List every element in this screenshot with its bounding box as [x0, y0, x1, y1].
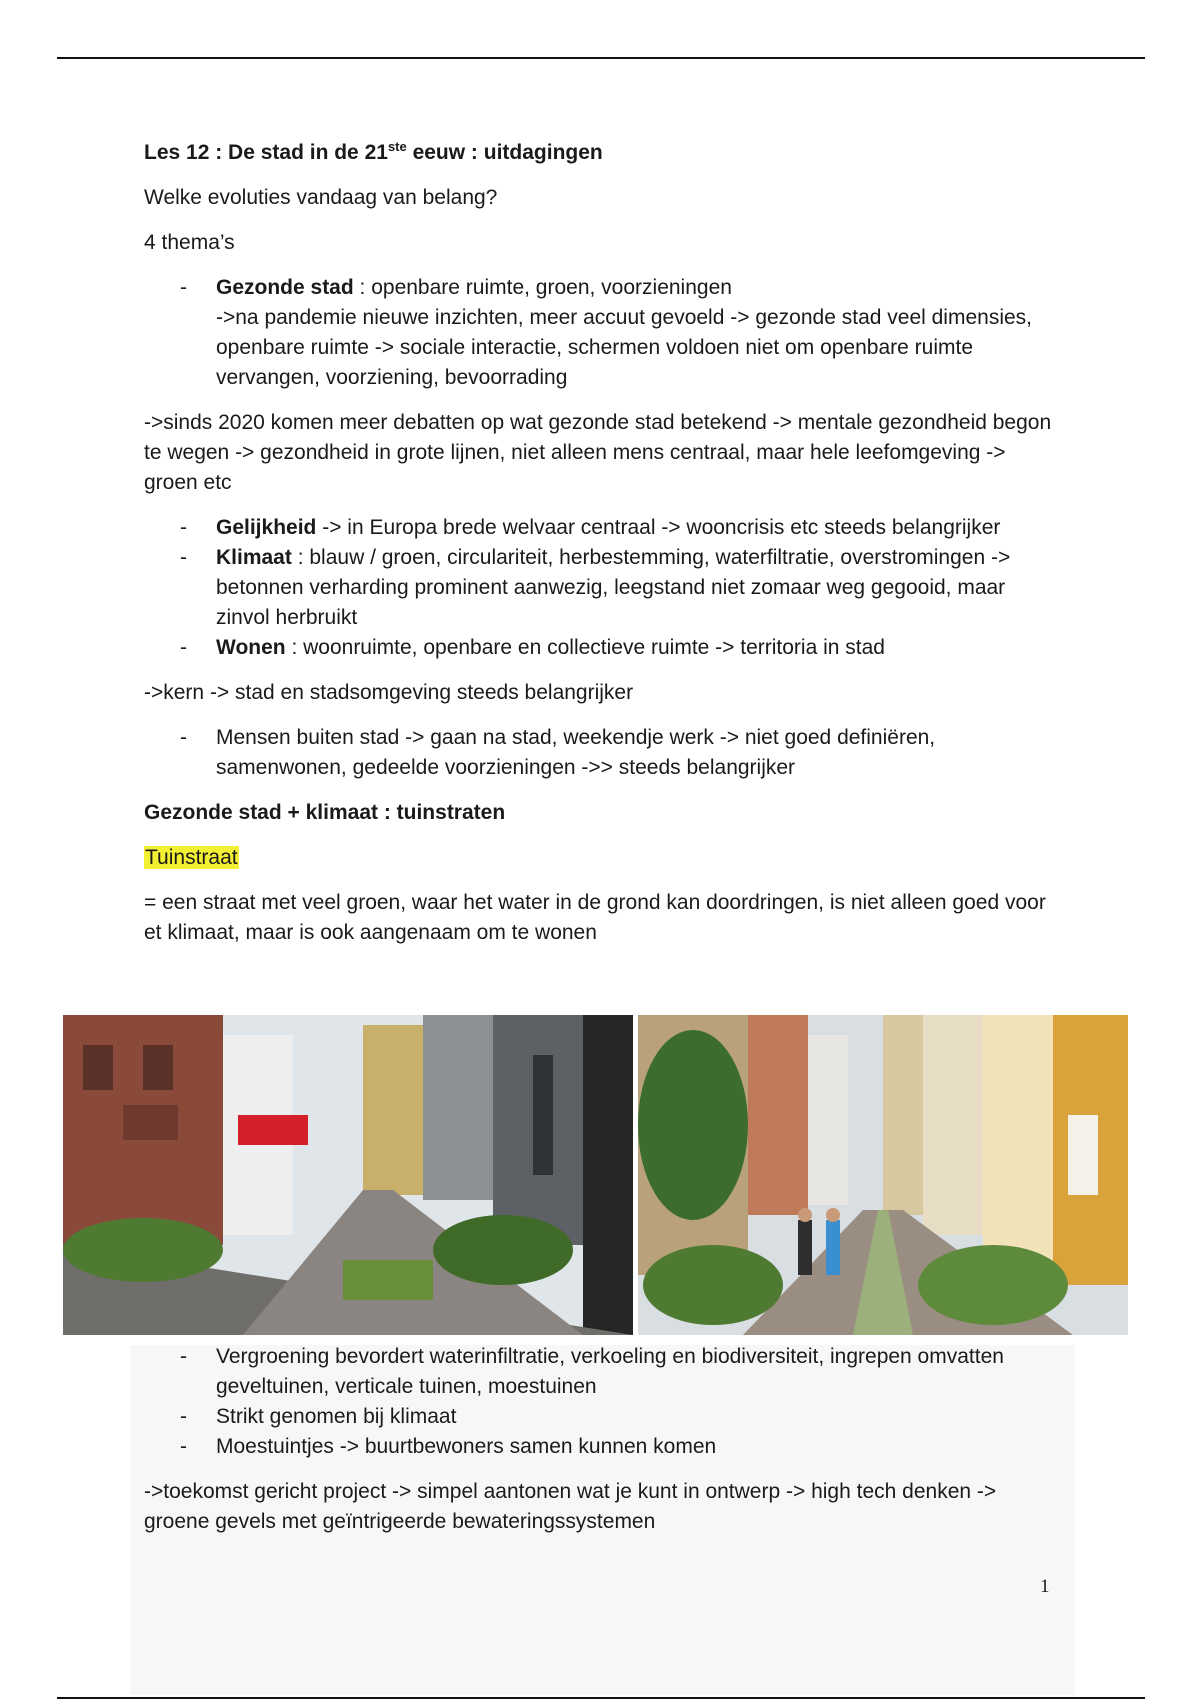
bottom-rule	[57, 1697, 1145, 1699]
section-heading: Gezonde stad + klimaat : tuinstraten	[144, 801, 506, 824]
list-item: - Vergroening bevordert waterinfiltratie, verkoeling en biodiversiteit, ingrepen omvatten geveltuinen, verticale tuinen, moestuinen	[144, 1342, 1064, 1402]
list-item: - Gezonde stad : openbare ruimte, groen, voorzieningen ->na pandemie nieuwe inzichten, meer accuut gevoeld -> gezonde stad veel dimensies, openbare ruimte -> sociale interactie, schermen voldoen niet om openbare ruimte vervangen, voorziening, bevoorrading	[144, 273, 1064, 393]
definition: = een straat met veel groen, waar het water in de grond kan doordringen, is niet alleen goed voor et klimaat, maar is ook aangenaam om te wonen	[144, 891, 1046, 944]
highlighted-term: Tuinstraat	[145, 846, 238, 869]
street-photo-illustration	[63, 1015, 1128, 1335]
paragraph-2020: ->sinds 2020 komen meer debatten op wat gezonde stad betekend -> mentale gezondheid begon te wegen -> gezondheid in grote lijnen, niet alleen mens centraal, maar hele leefomgeving -> groen etc	[144, 411, 1052, 494]
kern-list	[144, 723, 1064, 783]
list-item: - Klimaat : blauw / groen, circulariteit, herbestemming, waterfiltratie, overstromingen -> betonnen verharding prominent aanwezig, leegstand niet zomaar weg gegooid, maar zinvol herbruikt	[144, 543, 1064, 633]
themes-count: 4 thema’s	[144, 231, 235, 254]
list-item: - Moestuintjes -> buurtbewoners samen kunnen komen	[144, 1432, 1064, 1462]
list-item: - Mensen buiten stad -> gaan na stad, weekendje werk -> niet goed definiëren, samenwonen, gedeelde voorzieningen ->> steeds belangrijker	[144, 723, 1064, 783]
tuinstraat-photo	[63, 1015, 1128, 1335]
document-body-continued	[144, 1342, 1064, 1552]
document-body	[144, 138, 1064, 963]
list-item: - Wonen : woonruimte, openbare en collectieve ruimte -> territoria in stad	[144, 633, 1064, 663]
top-rule	[57, 57, 1145, 59]
tuinstraat-bullets	[144, 1342, 1064, 1462]
closing-paragraph: ->toekomst gericht project -> simpel aantonen wat je kunt in ontwerp -> high tech denken -> groene gevels met geïntrigeerde bewateringssystemen	[144, 1480, 997, 1533]
kern-paragraph: ->kern -> stad en stadsomgeving steeds belangrijker	[144, 681, 634, 704]
list-item: - Gelijkheid -> in Europa brede welvaar centraal -> wooncrisis etc steeds belangrijker	[144, 513, 1064, 543]
page-title: Les 12 : De stad in de 21ste eeuw : uitdagingen	[144, 139, 603, 164]
page-number: 1	[1040, 1576, 1050, 1597]
theme-list-2	[144, 513, 1064, 663]
list-item: - Strikt genomen bij klimaat	[144, 1402, 1064, 1432]
theme-list-1	[144, 273, 1064, 393]
intro-question: Welke evoluties vandaag van belang?	[144, 186, 498, 209]
highlight-term-line	[144, 843, 1064, 873]
